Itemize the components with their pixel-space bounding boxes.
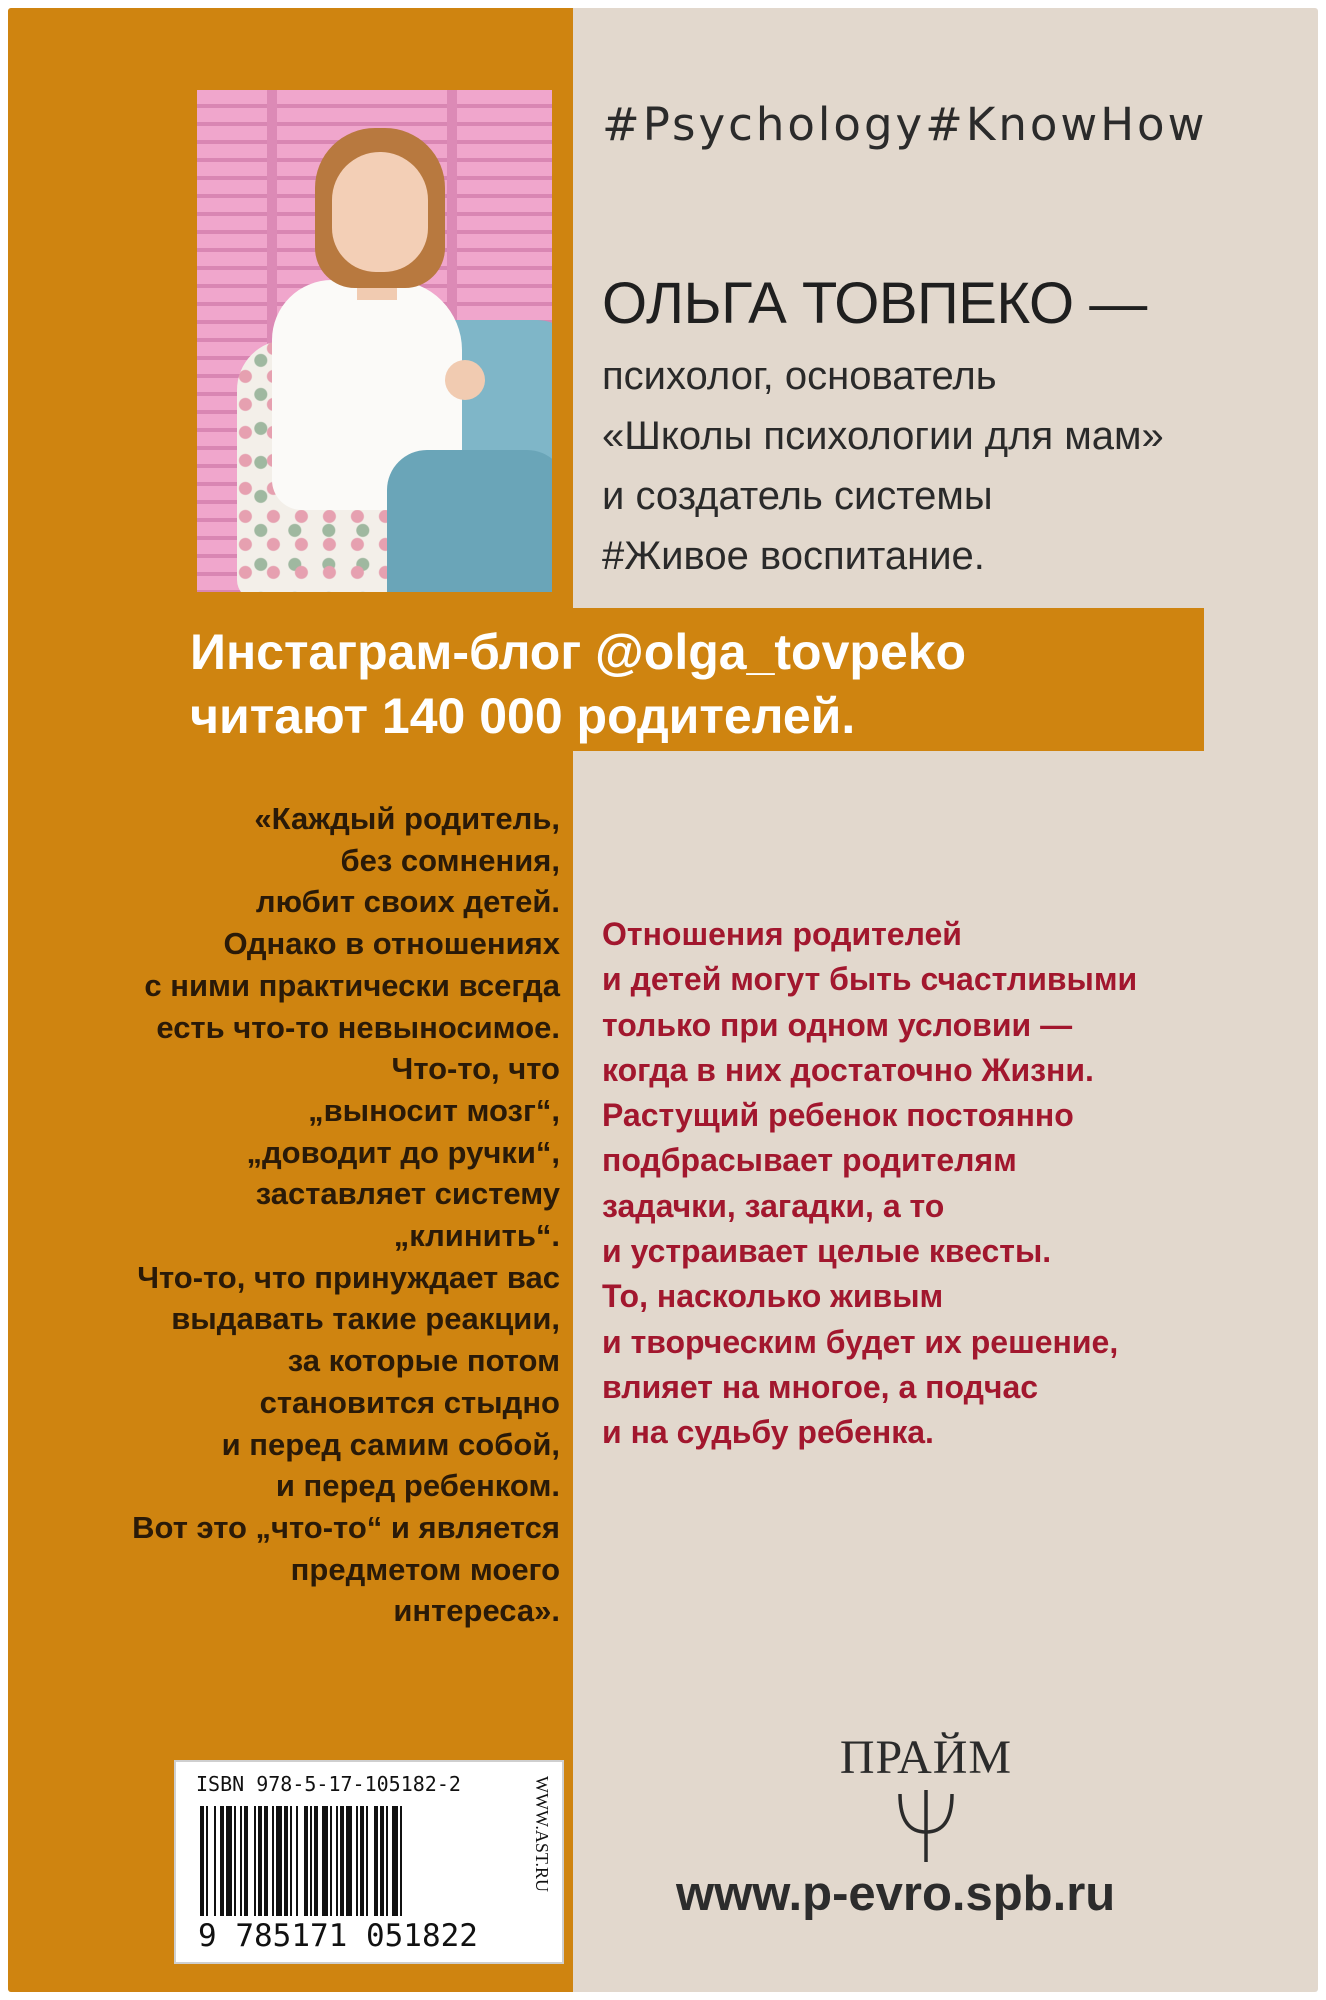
blurb-line: задачки, загадки, а то <box>602 1187 945 1224</box>
quote-line: становится стыдно <box>259 1384 560 1420</box>
blurb-line: подбрасывает родителям <box>602 1142 1017 1179</box>
quote-line: с ними практически всегда <box>144 967 560 1003</box>
quote-line: Вот это „что-то“ и является <box>132 1509 560 1545</box>
author-photo <box>197 90 552 592</box>
quote-line: любит своих детей. <box>255 884 560 920</box>
quote-line: и перед самим собой, <box>221 1426 560 1462</box>
quote-line: без сомнения, <box>340 842 560 878</box>
blurb-line: и устраивает целые квесты. <box>602 1233 1052 1270</box>
author-bio <box>602 346 1164 586</box>
barcode-digits: 9 785171 051822 <box>198 1918 478 1954</box>
blurb-line: и творческим будет их решение, <box>602 1323 1119 1360</box>
bio-line: «Школы психологии для мам» <box>602 414 1164 458</box>
book-blurb <box>602 912 1137 1456</box>
quote-line: и перед ребенком. <box>275 1468 560 1504</box>
blurb-line: только при одном условии — <box>602 1006 1073 1043</box>
blurb-line: То, насколько живым <box>602 1278 944 1315</box>
quote-line: «Каждый родитель, <box>254 801 560 836</box>
psi-logo-icon <box>886 1784 966 1864</box>
bio-line: #Живое воспитание. <box>602 534 985 578</box>
bio-line: психолог, основатель <box>602 354 997 398</box>
barcode-icon <box>200 1806 500 1916</box>
isbn-barcode-box <box>174 1760 564 1964</box>
quote-line: „выносит мозг“, <box>308 1092 560 1128</box>
quote-line: есть что-то невыносимое. <box>156 1009 560 1045</box>
series-hashtag: #Psychology#KnowHow <box>602 98 1208 151</box>
blurb-line: Растущий ребенок постоянно <box>602 1097 1074 1134</box>
quote-line: „клинить“. <box>393 1218 560 1254</box>
quote-line: „доводит до ручки“, <box>246 1134 560 1170</box>
quote-line: Что-то, что принуждает вас <box>137 1259 560 1295</box>
book-back-cover <box>8 8 1318 1992</box>
banner-line: Инстаграм-блог @olga_tovpeko <box>190 624 967 680</box>
blurb-line: и на судьбу ребенка. <box>602 1414 934 1451</box>
face <box>332 152 428 272</box>
quote-line: Однако в отношениях <box>223 926 560 962</box>
author-quote <box>48 798 560 1632</box>
bio-line: и создатель системы <box>602 474 993 518</box>
armchair-arm <box>387 450 552 592</box>
banner-line: читают 140 000 родителей. <box>190 688 856 744</box>
blurb-line: влияет на многое, а подчас <box>602 1368 1039 1405</box>
author-name: ОЛЬГА ТОВПЕКО — <box>602 271 1147 336</box>
quote-line: Что-то, что <box>391 1051 560 1087</box>
quote-line: за которые потом <box>287 1343 560 1379</box>
quote-line: интереса». <box>393 1593 560 1629</box>
ast-url: WWW.AST.RU <box>532 1776 552 1892</box>
isbn-label: ISBN 978-5-17-105182-2 <box>196 1772 461 1796</box>
publisher-logo-text: ПРАЙМ <box>839 1731 1013 1784</box>
publisher-url: www.p-evro.spb.ru <box>676 1867 1116 1921</box>
blurb-line: когда в них достаточно Жизни. <box>602 1051 1094 1088</box>
quote-line: выдавать такие реакции, <box>171 1301 560 1337</box>
blurb-line: и детей могут быть счастливыми <box>602 961 1138 998</box>
quote-line: заставляет систему <box>255 1176 560 1212</box>
blurb-line: Отношения родителей <box>602 916 962 952</box>
quote-line: предметом моего <box>290 1551 560 1587</box>
banner-text <box>190 620 966 748</box>
